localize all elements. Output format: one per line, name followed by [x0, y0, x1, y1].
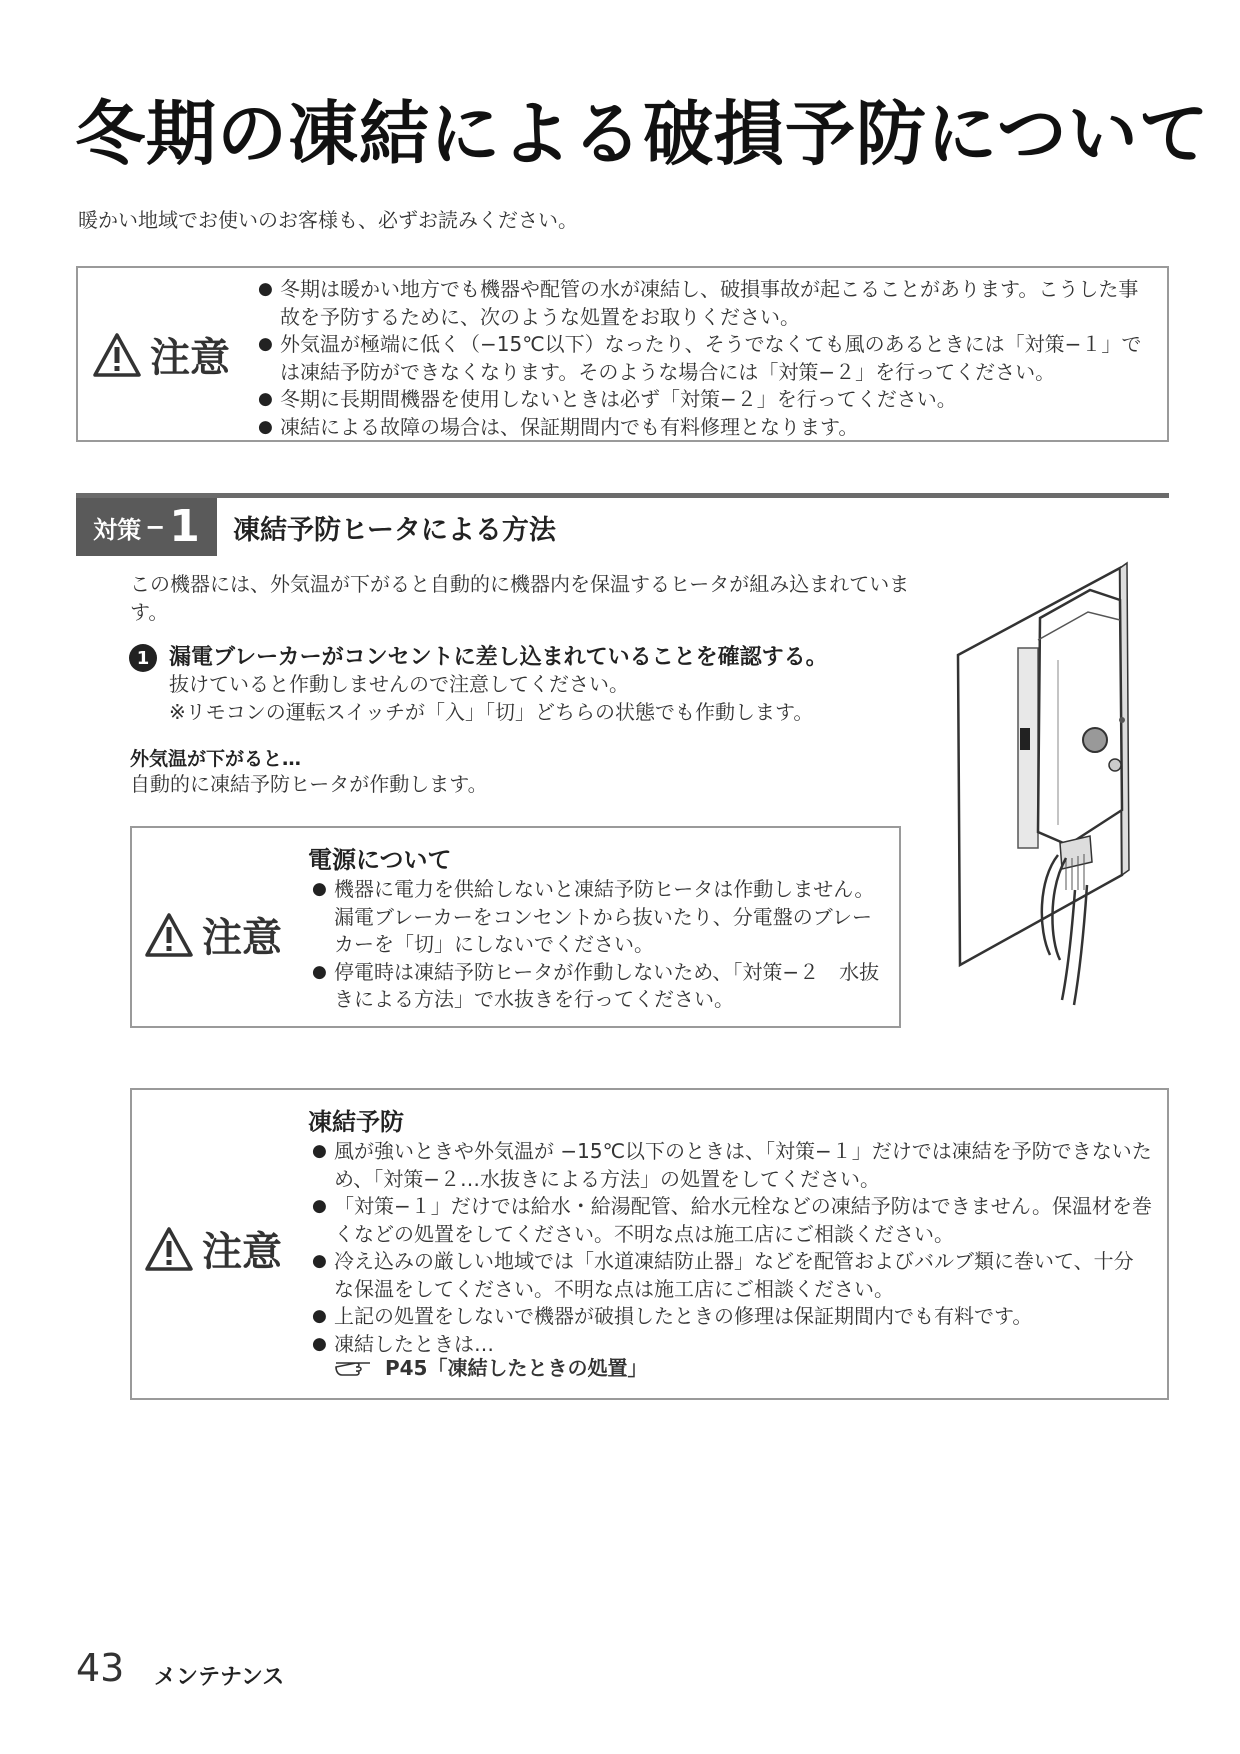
caution-freeze-item: ● 冷え込みの厳しい地域では「水道凍結防止器」などを配管およびバルブ類に巻いて、十分な保温をしてください。不明な点は施工店にご相談ください。 — [312, 1248, 1152, 1303]
caution-power-list — [312, 876, 884, 1014]
caution-top-item: ● 冬期に長期間機器を使用しないときは必ず「対策−２」を行ってください。 — [258, 386, 1158, 414]
warning-triangle-icon — [144, 1226, 194, 1272]
sub-text: 自動的に凍結予防ヒータが作動します。 — [130, 772, 488, 796]
caution-box-top — [76, 266, 1169, 442]
step-title: 漏電ブレーカーがコンセントに差し込まれていることを確認する。 — [169, 645, 828, 670]
caution-label — [144, 906, 282, 963]
caution-top-list — [258, 276, 1158, 441]
caution-power-item: ● 停電時は凍結予防ヒータが作動しないため、「対策−２ 水抜きによる方法」で水抜きを行ってください。 — [312, 959, 884, 1014]
caution-power-heading: 電源について — [308, 846, 452, 874]
caution-freeze-item: ● 風が強いときや外気温が −15℃以下のときは、「対策−１」だけでは凍結を予防できないため、「対策−２…水抜きによる方法」の処置をしてください。 — [312, 1138, 1152, 1193]
caution-word: 注意 — [202, 915, 282, 961]
intro-text: 暖かい地域でお使いのお客様も、必ずお読みください。 — [78, 208, 578, 232]
caution-freeze-item: ● 凍結したときは… — [312, 1331, 1152, 1359]
caution-box-freeze — [130, 1088, 1169, 1400]
caution-box-power — [130, 826, 901, 1028]
section-tag-dash: − — [145, 513, 166, 541]
section-divider — [76, 493, 1169, 498]
caution-label — [92, 326, 230, 383]
caution-label — [144, 1220, 282, 1277]
step-number-badge: 1 — [129, 644, 157, 672]
caution-top-item: ● 凍結による故障の場合は、保証期間内でも有料修理となります。 — [258, 414, 1158, 442]
page-number: 43 — [76, 1646, 125, 1690]
warning-triangle-icon — [144, 912, 194, 958]
page-title: 冬期の凍結による破損予防について — [75, 93, 1210, 175]
caution-top-item: ● 冬期は暖かい地方でも機器や配管の水が凍結し、破損事故が起こることがあります。こうした事故を予防するために、次のような処置をお取りください。 — [258, 276, 1158, 331]
step-note: ※リモコンの運転スイッチが「入」「切」どちらの状態でも作動します。 — [169, 700, 814, 724]
caution-freeze-heading: 凍結予防 — [308, 1108, 404, 1136]
sub-heading: 外気温が下がると… — [130, 748, 302, 770]
caution-freeze-item: ● 上記の処置をしないで機器が破損したときの修理は保証期間内でも有料です。 — [312, 1303, 1152, 1331]
warning-triangle-icon — [92, 332, 142, 378]
caution-power-item: ● 機器に電力を供給しないと凍結予防ヒータは作動しません。漏電ブレーカーをコンセントから抜いたり、分電盤のブレーカーを「切」にしないでください。 — [312, 876, 884, 959]
page-reference[interactable] — [312, 1354, 1240, 1384]
step-text: 抜けていると作動しませんので注意してください。 — [169, 672, 629, 696]
caution-word: 注意 — [150, 335, 230, 381]
section-tag — [76, 498, 217, 556]
caution-word: 注意 — [202, 1229, 282, 1275]
footer-section-label: メンテナンス — [154, 1665, 285, 1690]
caution-freeze-list — [312, 1138, 1152, 1358]
caution-freeze-item: ● 「対策−１」だけでは給水・給湯配管、給水元栓などの凍結予防はできません。保温材を巻くなどの処置をしてください。不明な点は施工店にご相談ください。 — [312, 1193, 1152, 1248]
breaker-illustration — [950, 560, 1150, 1020]
section-tag-number: 1 — [169, 501, 200, 552]
section-title: 凍結予防ヒータによる方法 — [233, 515, 556, 546]
section-tag-text: 対策 — [93, 515, 142, 544]
section-intro: この機器には、外気温が下がると自動的に機器内を保温するヒータが組み込まれています。 — [130, 572, 910, 624]
pointing-hand-icon — [334, 1356, 378, 1384]
caution-top-item: ● 外気温が極端に低く（−15℃以下）なったり、そうでなくても風のあるときには「対策−１」では凍結予防ができなくなります。そのような場合には「対策−２」を行ってください。 — [258, 331, 1158, 386]
page-reference-text: P45「凍結したときの処置」 — [384, 1356, 648, 1380]
